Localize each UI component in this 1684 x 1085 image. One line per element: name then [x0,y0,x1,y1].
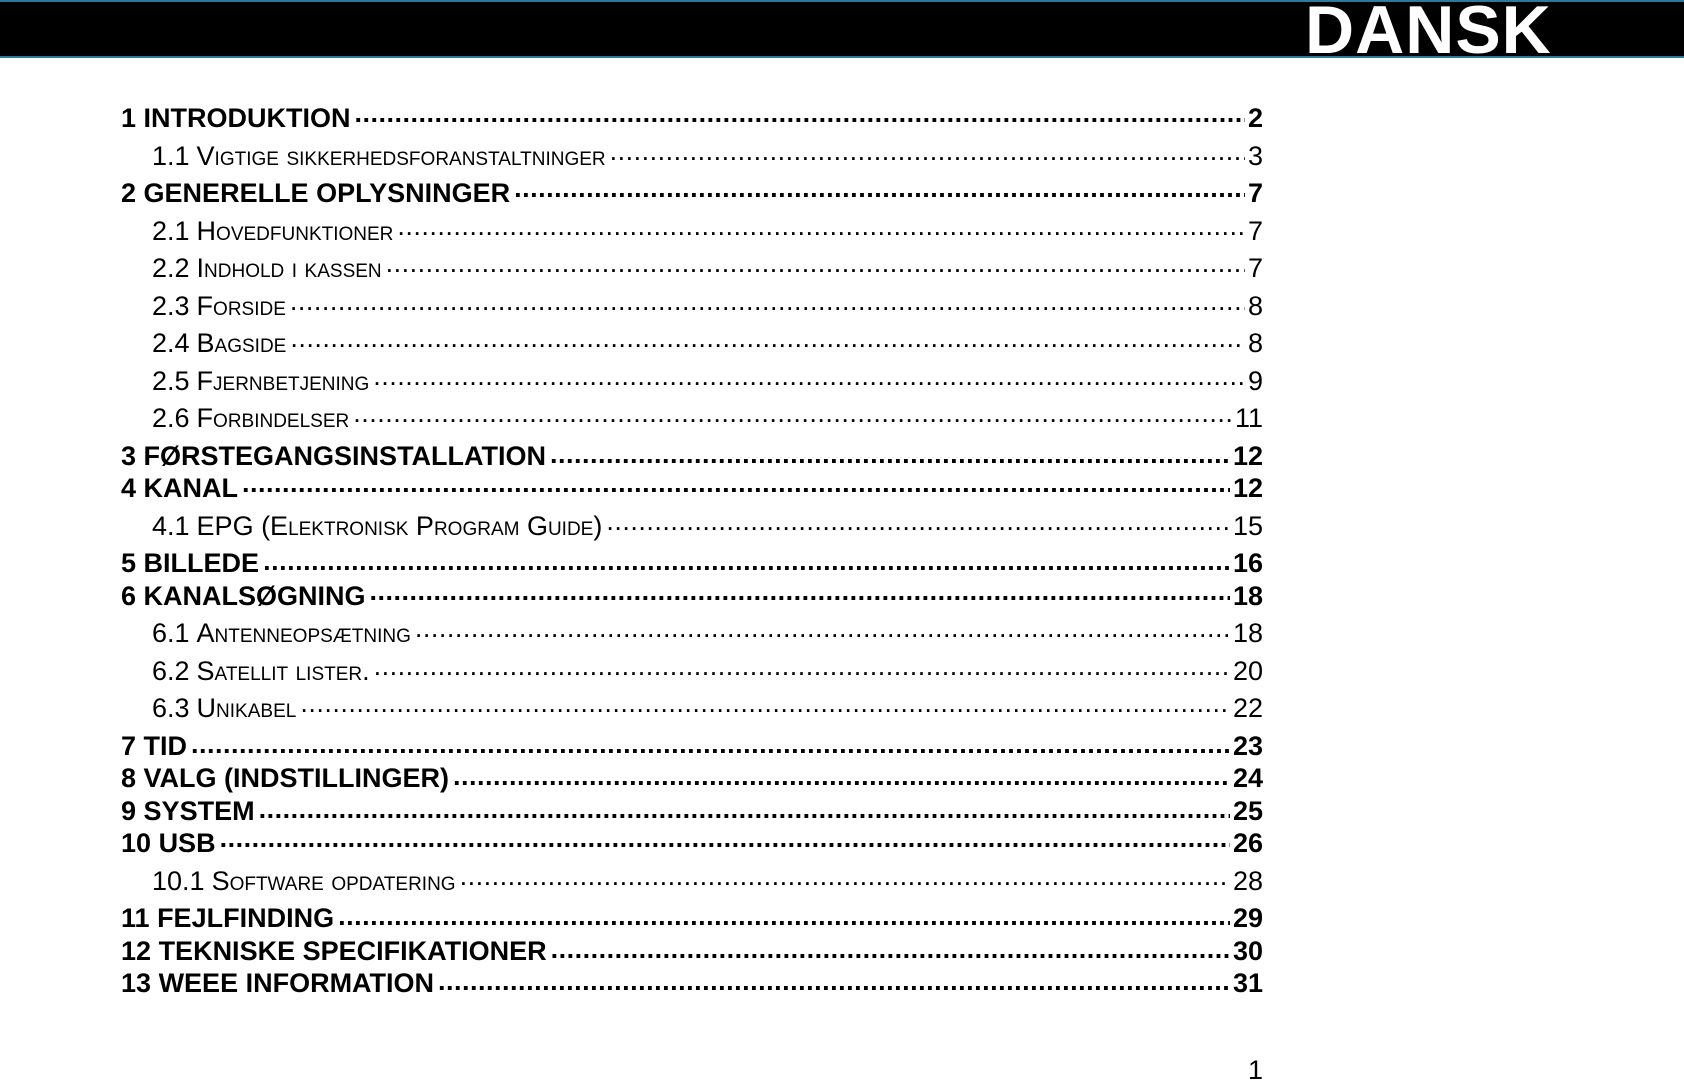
toc-chapter-entry[interactable] [121,728,1263,761]
toc-chapter-entry[interactable] [121,438,1263,471]
toc-entry-page: 20 [1232,655,1263,686]
dot-leader [453,760,1230,787]
toc-entry-title: TEKNISKE SPECIFIKATIONER [158,935,547,965]
dot-leader [290,288,1245,315]
dot-leader [263,545,1230,572]
toc-entry-page: 22 [1232,693,1263,723]
dot-leader [242,470,1230,497]
toc-entry-number: 10 [121,828,152,858]
toc-entry-number: 1.1 [152,140,190,171]
language-title: DANSK [1305,0,1552,68]
toc-chapter-entry[interactable] [121,175,1263,213]
toc-entry-page: 12 [1232,473,1263,503]
toc-entry-title: INTRODUKTION [143,103,351,133]
toc-entry-title: WEEE INFORMATION [158,968,435,998]
toc-entry-title: Satellit lister. [196,655,370,686]
toc-entry-page: 12 [1232,440,1263,470]
toc-section-entry[interactable] [121,863,1263,901]
toc-entry-number: 8 [121,763,137,793]
dot-leader [373,363,1245,390]
dot-leader [300,690,1230,717]
toc-chapter-entry[interactable] [121,470,1263,508]
toc-entry-number: 2.2 [152,253,190,283]
toc-entry-number: 6.3 [152,693,190,723]
toc-chapter-entry[interactable] [121,793,1263,826]
toc-section-entry[interactable] [121,508,1263,546]
dot-leader [370,578,1230,605]
toc-entry-number: 2 [121,178,137,208]
toc-entry-page: 29 [1232,903,1263,933]
toc-entry-page: 8 [1247,290,1263,321]
dot-leader [460,863,1230,890]
dot-leader [220,825,1230,852]
dot-leader [610,138,1245,165]
toc-entry-title: GENERELLE OPLYSNINGER [143,178,511,208]
toc-entry-number: 4 [121,473,137,503]
toc-entry-number: 2.4 [152,328,190,358]
toc-entry-page: 18 [1232,580,1263,611]
toc-section-entry[interactable] [121,363,1263,401]
toc-entry-title: Bagside [196,328,287,358]
dot-leader [438,965,1230,992]
toc-entry-number: 2.5 [152,365,190,396]
toc-entry-number: 2.1 [152,215,190,246]
dot-leader [551,933,1230,960]
page-number: 1 [1247,1055,1263,1085]
toc-entry-page: 11 [1234,403,1263,433]
toc-section-entry[interactable] [121,690,1263,728]
toc-entry-title: TID [143,730,188,760]
toc-entry-number: 12 [121,935,152,965]
toc-entry-title: KANALSØGNING [143,580,366,611]
toc-entry-number: 6 [121,580,137,611]
toc-section-entry[interactable] [121,288,1263,326]
toc-section-entry[interactable] [121,615,1263,653]
toc-entry-title: BILLEDE [143,548,260,578]
toc-entry-number: 1 [121,103,137,133]
dot-leader [374,653,1230,680]
toc-entry-page: 18 [1232,618,1263,648]
toc-entry-title: EPG (Elektronisk Program Guide) [196,510,603,541]
toc-entry-title: Unikabel [196,693,297,723]
toc-chapter-entry[interactable] [121,900,1263,933]
toc-entry-title: USB [158,828,216,858]
toc-chapter-entry[interactable] [121,965,1263,998]
dot-leader [290,325,1245,352]
toc-entry-page: 26 [1232,828,1263,858]
toc-entry-number: 2.6 [152,403,190,433]
dot-leader [606,508,1230,535]
toc-entry-title: SYSTEM [143,795,255,825]
toc-entry-title: Indhold i kassen [196,253,382,283]
toc-entry-title: Antenneopsætning [196,618,411,648]
toc-entry-page: 7 [1247,215,1263,246]
dot-leader [191,728,1230,755]
toc-entry-title: Vigtige sikkerhedsforanstaltninger [196,140,606,171]
toc-entry-page: 25 [1232,795,1263,825]
toc-entry-number: 3 [121,440,137,470]
toc-entry-title: Fjernbetjening [196,365,370,396]
toc-chapter-entry[interactable] [121,100,1263,138]
toc-entry-page: 31 [1232,968,1263,998]
toc-entry-page: 24 [1232,763,1263,793]
toc-entry-page: 3 [1247,140,1263,171]
toc-chapter-entry[interactable] [121,545,1263,578]
toc-section-entry[interactable] [121,250,1263,288]
toc-entry-number: 4.1 [152,510,190,541]
toc-section-entry[interactable] [121,653,1263,691]
toc-chapter-entry[interactable] [121,578,1263,616]
toc-section-entry[interactable] [121,400,1263,438]
toc-entry-page: 9 [1247,365,1263,396]
toc-entry-title: Forside [196,290,286,321]
dot-leader [386,250,1245,277]
toc-entry-page: 8 [1247,328,1263,358]
dot-leader [415,615,1230,642]
toc-chapter-entry[interactable] [121,933,1263,966]
toc-entry-title: Software opdatering [211,865,456,896]
toc-entry-title: VALG (INDSTILLINGER) [143,763,450,793]
toc-entry-number: 10.1 [152,865,205,896]
toc-entry-title: FEJLFINDING [157,903,335,933]
toc-entry-title: FØRSTEGANGSINSTALLATION [143,440,547,470]
dot-leader [338,900,1230,927]
table-of-contents [121,100,1263,998]
toc-entry-number: 6.2 [152,655,190,686]
toc-section-entry[interactable] [121,138,1263,176]
toc-entry-page: 23 [1232,730,1263,760]
dot-leader [353,400,1232,427]
toc-entry-number: 11 [121,903,150,933]
toc-entry-number: 9 [121,795,137,825]
toc-section-entry[interactable] [121,213,1263,251]
header-bar [0,0,1684,68]
toc-entry-title: KANAL [143,473,239,503]
toc-entry-number: 5 [121,548,137,578]
dot-leader [514,175,1245,202]
toc-entry-page: 28 [1232,865,1263,896]
toc-chapter-entry[interactable] [121,760,1263,793]
toc-entry-page: 30 [1232,935,1263,965]
toc-entry-number: 2.3 [152,290,190,321]
toc-entry-page: 7 [1247,253,1263,283]
toc-entry-page: 15 [1232,510,1263,541]
dot-leader [397,213,1245,240]
toc-entry-page: 7 [1247,178,1263,208]
toc-entry-title: Hovedfunktioner [196,215,394,246]
toc-entry-page: 2 [1247,103,1263,133]
dot-leader [550,438,1230,465]
toc-entry-number: 7 [121,730,137,760]
toc-entry-number: 13 [121,968,152,998]
toc-chapter-entry[interactable] [121,825,1263,863]
dot-leader [355,100,1245,127]
toc-entry-page: 16 [1232,548,1263,578]
dot-leader [259,793,1230,820]
toc-section-entry[interactable] [121,325,1263,363]
toc-entry-number: 6.1 [152,618,190,648]
toc-entry-title: Forbindelser [196,403,350,433]
